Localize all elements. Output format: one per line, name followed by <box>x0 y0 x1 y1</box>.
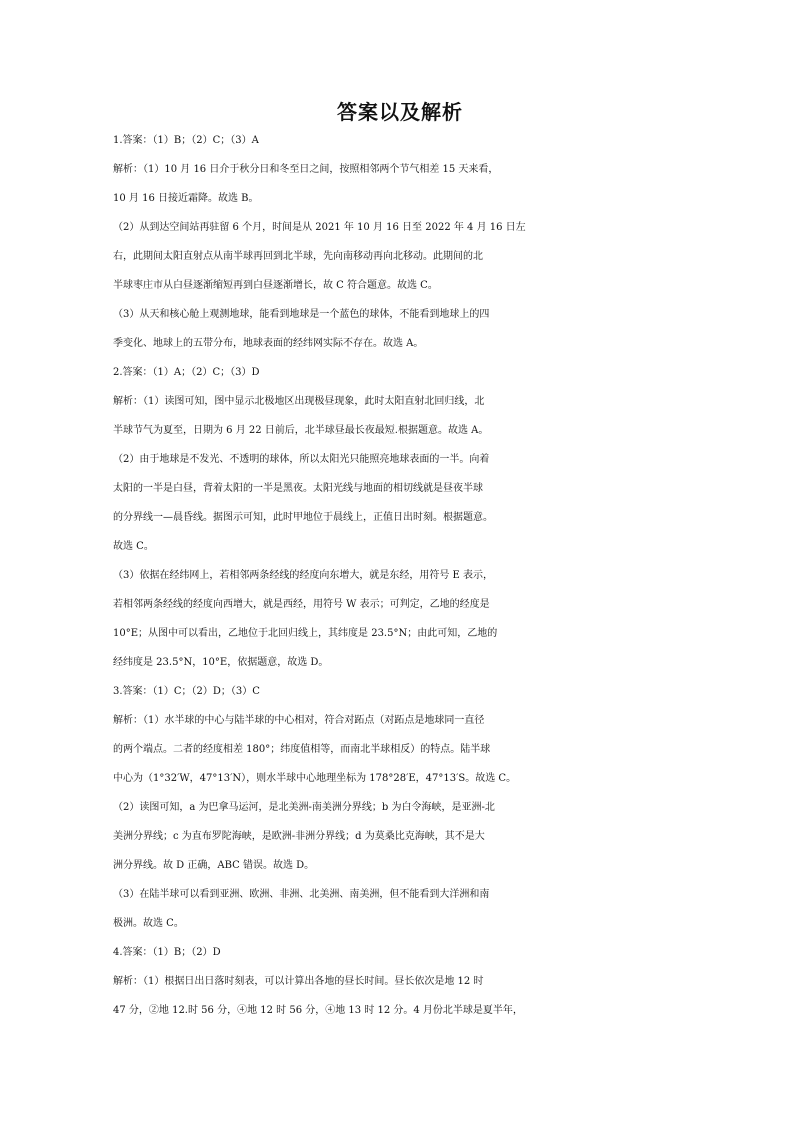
explanation-line: 经纬度是 23.5°N，10°E，依据题意，故选 D。 <box>113 657 329 668</box>
explanation-line: 解析：（1）根据日出日落时刻表，可以计算出各地的昼长时间。昼长依次是地 12 时 <box>113 976 484 987</box>
explanation-line: （3）在陆半球可以看到亚洲、欧洲、非洲、北美洲、南美洲，但不能看到大洋洲和南 <box>113 889 490 900</box>
explanation-line: 太阳的一半是白昼，背着太阳的一半是黑夜。太阳光线与地面的相切线就是昼夜半球 <box>113 483 483 494</box>
explanation-line: 10°E；从图中可以看出，乙地位于北回归线上，其纬度是 23.5°N；由此可知，乙地的 <box>113 628 498 639</box>
explanation-line: （2）从到达空间站再驻留 6 个月，时间是从 2021 年 10 月 16 日至 2022 年 4 月 16 日左 <box>113 222 526 233</box>
explanation-line: 解析：（1）10 月 16 日介于秋分日和冬至日之间，按照相邻两个节气相差 15 天来看， <box>113 164 499 175</box>
explanation-line: （2）由于地球是不发光、不透明的球体，所以太阳光只能照亮地球表面的一半。向着 <box>113 454 490 465</box>
answer-line-1: 1.答案：（1）B；（2）C；（3）A <box>113 135 259 146</box>
explanation-line: 解析：（1）水半球的中心与陆半球的中心相对，符合对跖点（对跖点是地球同一直径 <box>113 715 485 726</box>
explanation-line: 中心为（1°32′W，47°13′N），则水半球中心地理坐标为 178°28′E，47°13′S。故选 C。 <box>113 773 517 784</box>
explanation-line: 季变化、地球上的五带分布，地球表面的经纬网实际不存在。故选 A。 <box>113 338 424 349</box>
explanation-line: 的两个端点。二者的经度相差 180°；纬度值相等，而南北半球相反）的特点。陆半球 <box>113 744 491 755</box>
explanation-line: 半球节气为夏至，日期为 6 月 22 日前后，北半球昼最长夜最短.根据题意。故选 A。 <box>113 425 489 436</box>
answer-line-2: 2.答案：（1）A；（2）C；（3）D <box>113 367 260 378</box>
explanation-line: （2）读图可知，a 为巴拿马运河，是北美洲-南美洲分界线；b 为白令海峡，是亚洲-北 <box>113 802 495 813</box>
explanation-line: 的分界线一—晨昏线。据图示可知，此时甲地位于晨线上，正值日出时刻。根据题意。 <box>113 512 493 523</box>
explanation-line: 解析：（1）读图可知，图中显示北极地区出现极昼现象，此时太阳直射北回归线，北 <box>113 396 485 407</box>
explanation-line: 47 分，②地 12.时 56 分，④地 12 时 56 分，④地 13 时 12 分。4 月份北半球是夏半年， <box>113 1005 523 1016</box>
explanation-line: （3）依据在经纬网上，若相邻两条经线的经度向东增大，就是东经，用符号 E 表示， <box>113 570 494 581</box>
explanation-line: 极洲。故选 C。 <box>113 918 184 929</box>
document-title: 答案以及解析 <box>337 100 463 124</box>
explanation-line: 美洲分界线；c 为直布罗陀海峡，是欧洲-非洲分界线；d 为莫桑比克海峡，其不是大 <box>113 831 485 842</box>
answer-line-3: 3.答案：（1）C；（2）D；（3）C <box>113 686 260 697</box>
explanation-line: 10 月 16 日接近霜降。故选 B。 <box>113 193 259 204</box>
answer-line-4: 4.答案：（1）B；（2）D <box>113 947 221 958</box>
explanation-line: 洲分界线。故 D 正确，ABC 错误。故选 D。 <box>113 860 315 871</box>
explanation-line: 故选 C。 <box>113 541 154 552</box>
explanation-line: （3）从天和核心舱上观测地球，能看到地球是一个蓝色的球体，不能看到地球上的四 <box>113 309 490 320</box>
explanation-line: 右，此期间太阳直射点从南半球再回到北半球，先向南移动再向北移动。此期间的北 <box>113 251 483 262</box>
explanation-line: 若相邻两条经线的经度向西增大，就是西经，用符号 W 表示；可判定，乙地的经度是 <box>113 599 490 610</box>
explanation-line: 半球枣庄市从白昼逐渐缩短再到白昼逐渐增长，故 C 符合题意。故选 C。 <box>113 280 438 291</box>
